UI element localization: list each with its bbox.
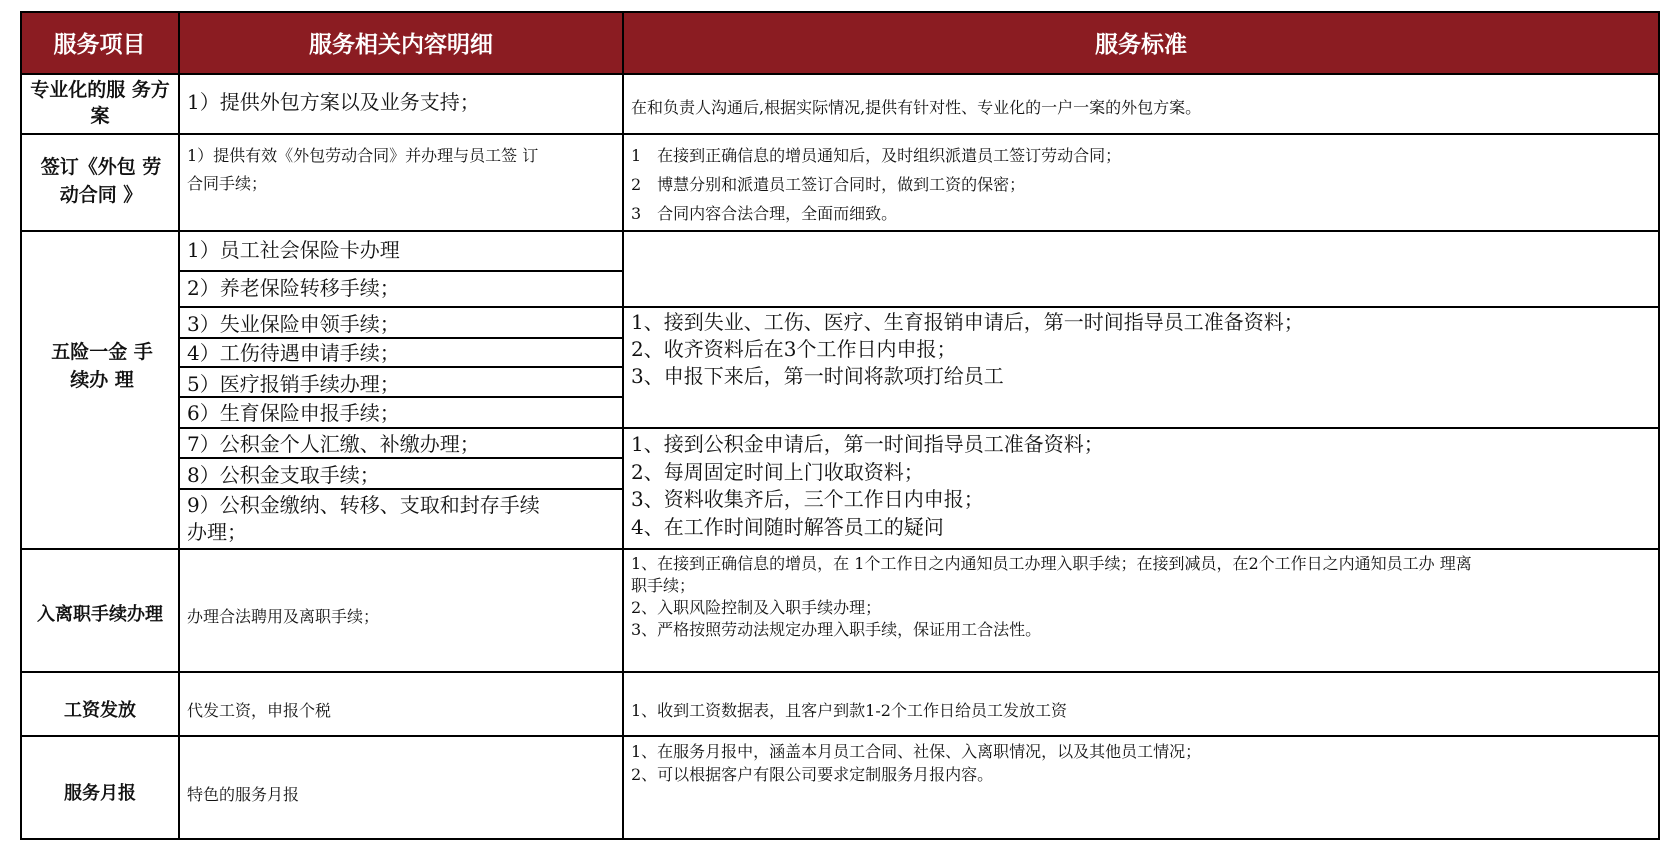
detail-insurance-9-line: 9）公积金缴纳、转移、支取和封存手续 <box>187 493 540 517</box>
detail-insurance-3: 3）失业保险申领手续； <box>187 312 400 336</box>
detail-insurance-9-line: 办理； <box>187 520 247 544</box>
header-service-standard: 服务标准 <box>624 11 1658 73</box>
standard-onboarding-line: 3、严格按照劳动法规定办理入职手续，保证用工合法性。 <box>631 620 1042 639</box>
detail-solution: 1）提供外包方案以及业务支持； <box>187 90 480 114</box>
standard-insurance-a-line: 1、接到失业、工伤、医疗、生育报销申请后，第一时间指导员工准备资料； <box>631 310 1304 334</box>
category-payroll: 工资发放 <box>64 700 136 721</box>
header-service-item: 服务项目 <box>21 11 178 73</box>
grid-line-sub <box>178 457 624 459</box>
grid-line-top <box>20 11 1660 13</box>
standard-onboarding-line: 1、在接到正确信息的增员，在 1个工作日之内通知员工办理入职手续；在接到减员，在2个工作日之内通知员工办 理离 <box>631 554 1472 573</box>
detail-onboarding: 办理合法聘用及离职手续； <box>187 607 380 626</box>
detail-insurance-4: 4）工伤待遇申请手续； <box>187 341 400 365</box>
standard-monthly-report-line: 2、可以根据客户有限公司要求定制服务月报内容。 <box>631 765 994 784</box>
grid-line-row1 <box>20 133 1660 135</box>
detail-monthly-report: 特色的服务月报 <box>187 785 300 804</box>
standard-contract-line: 3 合同内容合法合理，全面而细致。 <box>631 204 898 223</box>
grid-line-right <box>1658 11 1660 840</box>
detail-insurance-2: 2）养老保险转移手续； <box>187 276 400 300</box>
grid-line-row3 <box>20 548 1660 550</box>
header-service-detail: 服务相关内容明细 <box>180 11 622 73</box>
standard-insurance-a-line: 3、申报下来后，第一时间将款项打给员工 <box>631 364 1004 388</box>
detail-payroll: 代发工资，申报个税 <box>187 701 332 720</box>
grid-line-sub <box>178 306 1660 308</box>
grid-line-col2 <box>622 11 624 840</box>
grid-line-header-bottom <box>20 73 1660 75</box>
category-monthly-report: 服务月报 <box>64 783 136 804</box>
detail-insurance-5: 5）医疗报销手续办理； <box>187 372 400 396</box>
grid-line-sub <box>178 337 624 339</box>
grid-line-row4 <box>20 671 1660 673</box>
category-solution: 专业化的服 务方案 <box>30 79 170 127</box>
grid-line-left <box>20 11 22 840</box>
standard-monthly-report-line: 1、在服务月报中，涵盖本月员工合同、社保、入离职情况，以及其他员工情况； <box>631 742 1202 761</box>
grid-line-row2 <box>20 230 1660 232</box>
standard-insurance-a <box>631 309 1304 390</box>
detail-insurance-6: 6）生育保险申报手续； <box>187 401 400 425</box>
standard-insurance-b-line: 2、每周固定时间上门收取资料； <box>631 459 924 484</box>
detail-contract-line: 合同手续； <box>187 174 268 193</box>
standard-contract <box>631 141 1121 228</box>
standard-contract-line: 1 在接到正确信息的增员通知后，及时组织派遣员工签订劳动合同； <box>631 146 1122 165</box>
grid-line-sub <box>178 270 624 272</box>
grid-line-sub <box>178 396 624 398</box>
detail-insurance-8: 8）公积金支取手续； <box>187 463 380 487</box>
category-onboarding: 入离职手续办理 <box>37 604 163 625</box>
grid-line-sub <box>178 427 1660 429</box>
standard-insurance-b-line: 4、在工作时间随时解答员工的疑问 <box>631 514 944 539</box>
standard-solution: 在和负责人沟通后,根据实际情况,提供有针对性、专业化的一户一案的外包方案。 <box>631 98 1202 117</box>
standard-onboarding-line: 2、入职风险控制及入职手续办理； <box>631 598 882 617</box>
standard-monthly-report <box>631 740 1201 786</box>
detail-insurance-9 <box>187 492 540 546</box>
grid-line-sub <box>178 488 624 490</box>
category-contract: 签订《外包 劳动合同 》 <box>40 156 162 206</box>
grid-line-sub <box>178 366 624 368</box>
detail-insurance-1: 1）员工社会保险卡办理 <box>187 238 400 262</box>
standard-onboarding-line: 职手续； <box>631 576 696 595</box>
detail-contract-line: 1）提供有效《外包劳动合同》并办理与员工签 订 <box>187 146 539 165</box>
standard-payroll: 1、收到工资数据表，且客户到款1-2个工作日给员工发放工资 <box>631 701 1067 720</box>
standard-insurance-b-line: 1、接到公积金申请后，第一时间指导员工准备资料； <box>631 432 1104 456</box>
category-insurance: 五险一金 手续办 理 <box>51 341 153 391</box>
standard-insurance-b <box>631 431 1104 541</box>
detail-contract <box>187 140 538 196</box>
standard-insurance-a-line: 2、收齐资料后在3个工作日内申报； <box>631 337 957 361</box>
standard-contract-line: 2 博慧分别和派遣员工签订合同时，做到工资的保密； <box>631 175 1026 194</box>
standard-onboarding <box>631 553 1472 641</box>
grid-line-row5 <box>20 735 1660 737</box>
standard-insurance-b-line: 3、资料收集齐后，三个工作日内申报； <box>631 487 984 511</box>
grid-line-col1 <box>178 11 180 840</box>
detail-insurance-7: 7）公积金个人汇缴、补缴办理； <box>187 432 480 456</box>
grid-line-bottom <box>20 838 1660 840</box>
